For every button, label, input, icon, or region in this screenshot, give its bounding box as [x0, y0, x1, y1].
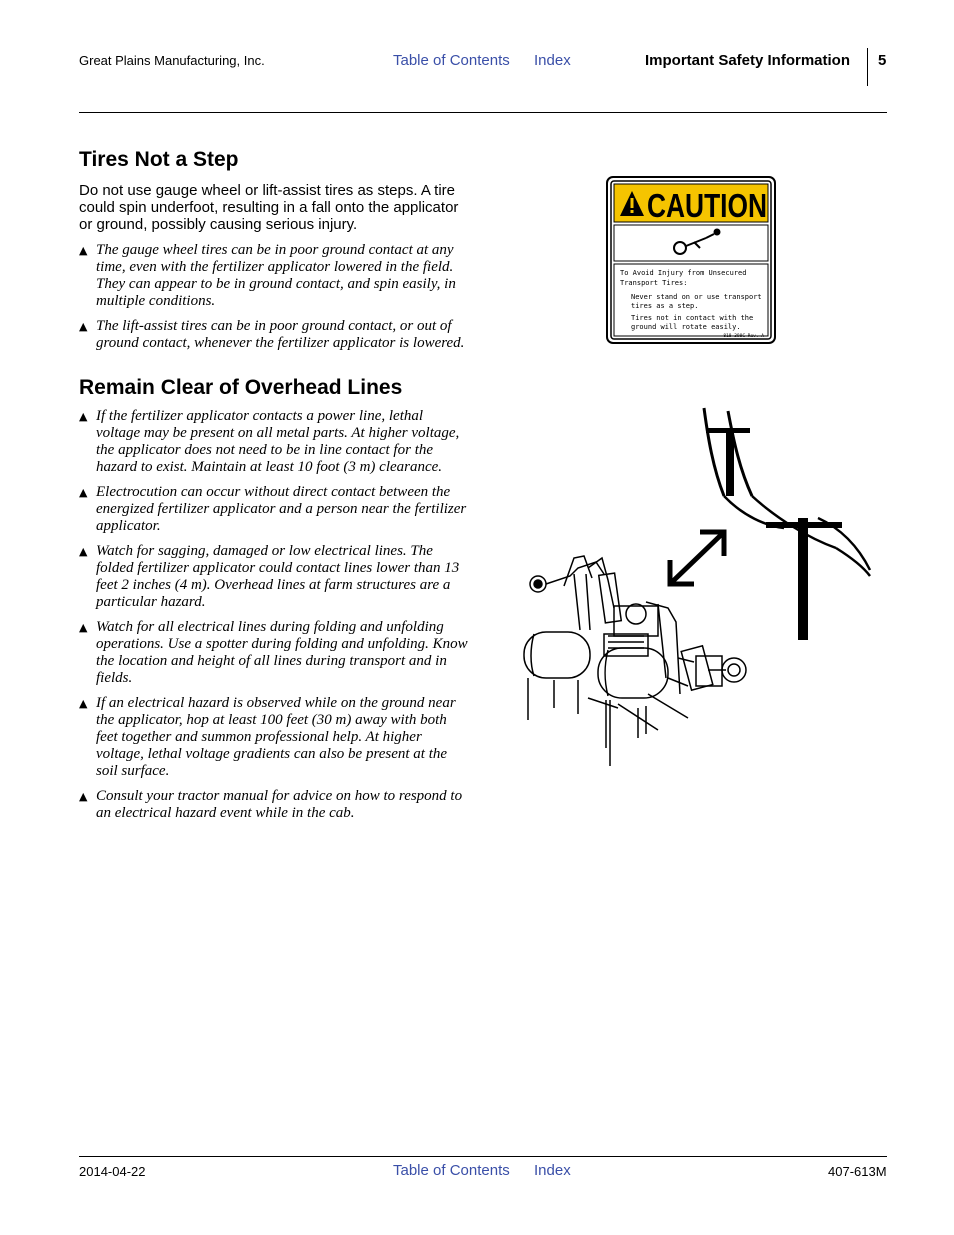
bullet-text: If an electrical hazard is observed while on the ground near the applicator, hop at least 100 feet (30 m) away with both feet together and summon professional help. At higher voltage, lethal voltage gradients can also be present at the soil surface.: [96, 695, 456, 779]
footer-date: 2014-04-22: [79, 1164, 146, 1179]
header-toc-link[interactable]: Table of Contents: [393, 52, 510, 69]
caution-line4: tires as a step.: [631, 302, 699, 310]
page-number: 5: [878, 52, 887, 69]
overhead-bullet-4: [79, 619, 469, 687]
power-line-illustration: [518, 408, 874, 772]
footer-rule: [79, 1156, 887, 1157]
tires-bullet-1: [79, 242, 469, 310]
bullet-text: Consult your tractor manual for advice on how to respond to an electrical hazard event while in the cab.: [96, 788, 463, 821]
caution-line3: Never stand on or use transport: [631, 293, 762, 301]
overhead-lines-section: [79, 376, 469, 830]
caution-line1: To Avoid Injury from Unsecured: [620, 269, 747, 277]
warning-triangle-icon: ▲: [79, 621, 88, 634]
warning-triangle-icon: ▲: [79, 545, 88, 558]
footer-index-link[interactable]: Index: [534, 1162, 571, 1179]
section-title: Important Safety Information: [645, 52, 851, 69]
warning-triangle-icon: ▲: [79, 790, 88, 803]
overhead-bullet-3: [79, 543, 469, 611]
bullet-text: The lift-assist tires can be in poor ground contact, or out of ground contact, whenever the fertilizer applicator is lowered.: [96, 318, 465, 351]
tires-intro: Do not use gauge wheel or lift-assist tires as steps. A tire could spin underfoot, resulting in a fall onto the applicator or ground, possibly causing serious injury.: [79, 182, 459, 233]
warning-triangle-icon: ▲: [79, 410, 88, 423]
bullet-text: Watch for all electrical lines during folding and unfolding operations. Use a spotter during folding and unfolding. Know the location and height of all lines during transport and in fields.: [96, 619, 468, 686]
clearance-arrow-icon: [670, 532, 724, 584]
caution-line6: ground will rotate easily.: [631, 323, 741, 331]
bullet-text: The gauge wheel tires can be in poor ground contact at any time, even with the fertilizer applicator lowered in the field. They can appear to be in ground contact, and spin easily, in multiple conditions.: [96, 242, 456, 309]
footer-toc-link[interactable]: Table of Contents: [393, 1162, 510, 1179]
warning-triangle-icon: ▲: [79, 486, 88, 499]
header-divider: [867, 48, 868, 86]
caution-line5: Tires not in contact with the: [631, 314, 754, 322]
overhead-bullet-5: [79, 695, 469, 780]
tires-bullet-2: [79, 318, 469, 352]
tires-section: [79, 148, 469, 360]
overhead-bullet-2: [79, 484, 469, 535]
bullet-text: Watch for sagging, damaged or low electrical lines. The folded fertilizer applicator could contact lines lower than 13 feet 2 inches (4 m). Overhead lines at farm structures are a particular hazard.: [96, 543, 460, 610]
power-line-poles: [704, 408, 870, 640]
warning-triangle-icon: ▲: [79, 320, 88, 333]
header-rule: [79, 112, 887, 113]
warning-triangle-icon: ▲: [79, 244, 88, 257]
bullet-text: If the fertilizer applicator contacts a power line, lethal voltage may be present on all metal parts. At higher voltage, the applicator does not need to be in line contact for the hazard to exist. Maintain at least 10 foot (3 m) clearance.: [96, 408, 460, 475]
bullet-text: Electrocution can occur without direct contact between the energized fertilizer applicator and a person near the fertilizer applicator.: [96, 484, 467, 534]
caution-line2: Transport Tires:: [620, 279, 688, 287]
company-name: Great Plains Manufacturing, Inc.: [79, 53, 265, 68]
overhead-bullet-1: [79, 408, 469, 476]
document-number: 407-613M: [828, 1164, 887, 1179]
header-index-link[interactable]: Index: [534, 52, 571, 69]
warning-triangle-icon: ▲: [79, 697, 88, 710]
overhead-heading: Remain Clear of Overhead Lines: [79, 376, 403, 399]
tires-heading: Tires Not a Step: [79, 148, 239, 171]
caution-decal: [606, 176, 776, 344]
caution-part-number: 818-398C Rev. A: [723, 334, 764, 339]
fertilizer-applicator: [524, 556, 746, 766]
caution-heading: CAUTION: [647, 187, 767, 224]
overhead-bullet-6: [79, 788, 469, 822]
